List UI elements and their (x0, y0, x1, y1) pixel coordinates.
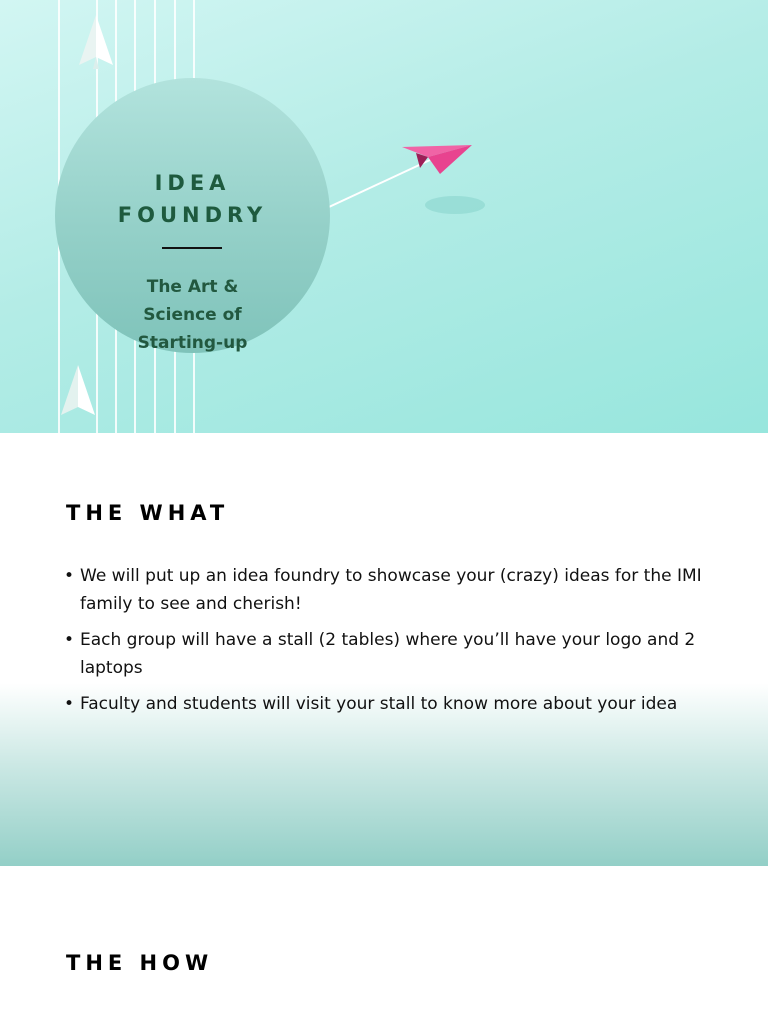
subtitle-line-3: Starting-up (137, 333, 248, 353)
list-item: • Faculty and students will visit your stall to know more about your idea (64, 690, 704, 718)
section-heading-what: THE WHAT (66, 501, 230, 525)
title-line-1: IDEA (154, 171, 231, 195)
subtitle (55, 273, 330, 357)
section-heading-how: THE HOW (66, 951, 214, 975)
hero-banner (0, 0, 768, 433)
title-line-2: FOUNDRY (117, 203, 268, 227)
title-divider (162, 247, 222, 249)
subtitle-line-1: The Art & (146, 277, 239, 297)
what-bullet-list (64, 562, 704, 726)
list-item: • Each group will have a stall (2 tables) where you’ll have your logo and 2 laptops (64, 626, 704, 682)
pink-paper-plane-icon (402, 143, 474, 177)
subtitle-line-2: Science of (143, 305, 242, 325)
list-item: • We will put up an idea foundry to showcase your (crazy) ideas for the IMI family to see and cherish! (64, 562, 704, 618)
